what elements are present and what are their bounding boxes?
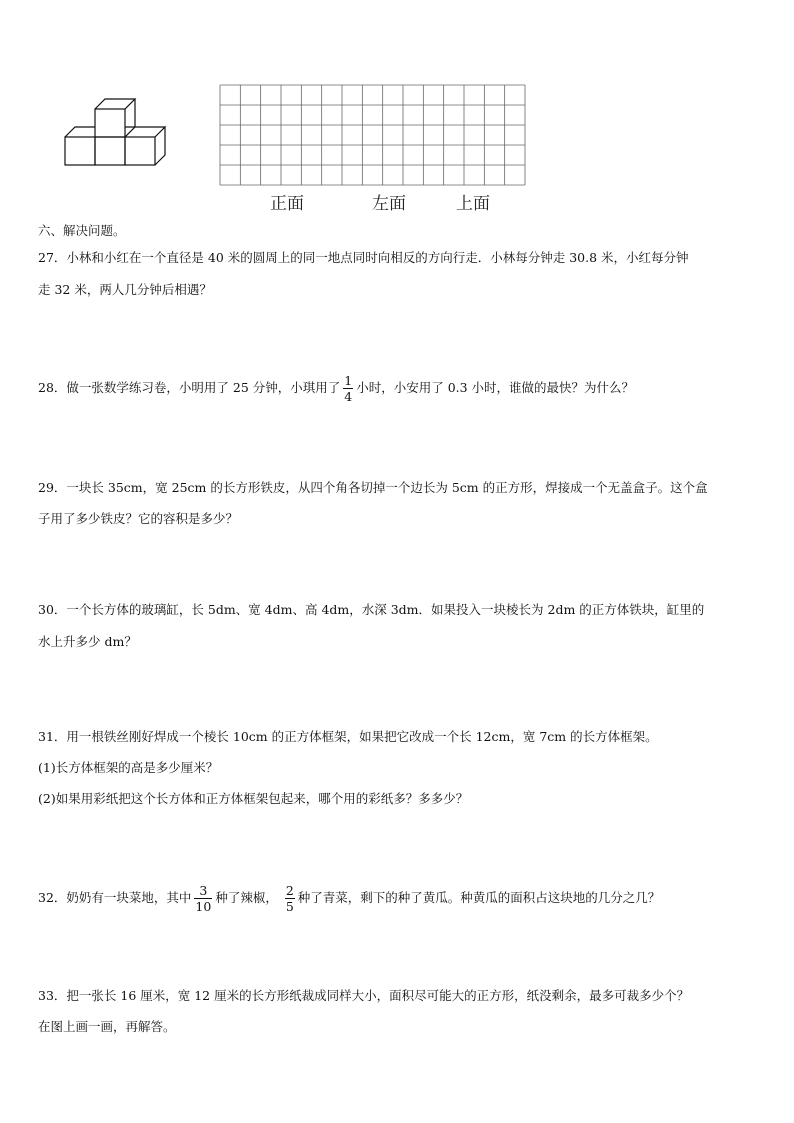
fraction-numerator: 1 xyxy=(344,373,353,388)
question-29-line2: 子用了多少铁皮？它的容积是多少？ xyxy=(38,511,239,526)
section-title: 六、解决问题。 xyxy=(38,223,126,238)
cube-stack-figure xyxy=(60,95,170,167)
view-label-top: 上面 xyxy=(456,194,490,214)
question-28-text-b: 小时，小安用了 0.3 小时，谁做的最快？为什么？ xyxy=(356,380,635,395)
fraction-three-tenths xyxy=(194,883,212,914)
fraction-one-quarter xyxy=(343,373,353,404)
question-27-line1: 27．小林和小红在一个直径是 40 米的圆周上的同一地点同时向相反的方向行走．小林每分钟走 30.8 米，小红每分钟 xyxy=(38,250,689,265)
fraction-denominator: 5 xyxy=(285,899,294,914)
question-31-sub2: (2)如果用彩纸把这个长方体和正方体框架包起来，哪个用的彩纸多？多多少？ xyxy=(38,791,469,806)
fraction-two-fifths xyxy=(285,883,295,914)
question-27-line2: 走 32 米，两人几分钟后相遇？ xyxy=(38,282,212,297)
question-31-line1: 31．用一根铁丝刚好焊成一个棱长 10cm 的正方体框架，如果把它改成一个长 12cm，宽 7cm 的长方体框架。 xyxy=(38,729,658,744)
question-33-line1: 33．把一张长 16 厘米，宽 12 厘米的长方形纸裁成同样大小，面积尽可能大的正方形，纸没剩余，最多可裁多少个？ xyxy=(38,988,690,1003)
question-28 xyxy=(38,368,762,408)
question-32 xyxy=(38,878,762,918)
fraction-numerator: 2 xyxy=(285,883,294,898)
question-29-line1: 29．一块长 35cm，宽 25cm 的长方形铁皮，从四个角各切掉一个边长为 5cm 的正方形，焊接成一个无盖盒子。这个盒 xyxy=(38,480,708,495)
fraction-numerator: 3 xyxy=(194,883,212,899)
view-label-front: 正面 xyxy=(270,194,304,214)
fraction-denominator: 4 xyxy=(344,389,353,404)
question-30-line1: 30．一个长方体的玻璃缸，长 5dm、宽 4dm、高 4dm，水深 3dm．如果投入一块棱长为 2dm 的正方体铁块，缸里的 xyxy=(38,602,705,617)
question-33-line2: 在图上画一画，再解答。 xyxy=(38,1019,176,1034)
question-30-line2: 水上升多少 dm？ xyxy=(38,634,137,649)
question-28-text-a: 28．做一张数学练习卷，小明用了 25 分钟，小琪用了 xyxy=(38,380,341,395)
view-label-left: 左面 xyxy=(372,194,406,214)
fraction-denominator: 10 xyxy=(195,899,212,914)
drawing-grid[interactable] xyxy=(219,84,526,186)
question-32-text-b: 种了辣椒， xyxy=(215,890,278,905)
question-32-text-c: 种了青菜，剩下的种了黄瓜。种黄瓜的面积占这块地的几分之几？ xyxy=(297,890,661,905)
question-32-text-a: 32．奶奶有一块菜地，其中 xyxy=(38,890,192,905)
question-31-sub1: (1)长方体框架的高是多少厘米？ xyxy=(38,760,219,775)
